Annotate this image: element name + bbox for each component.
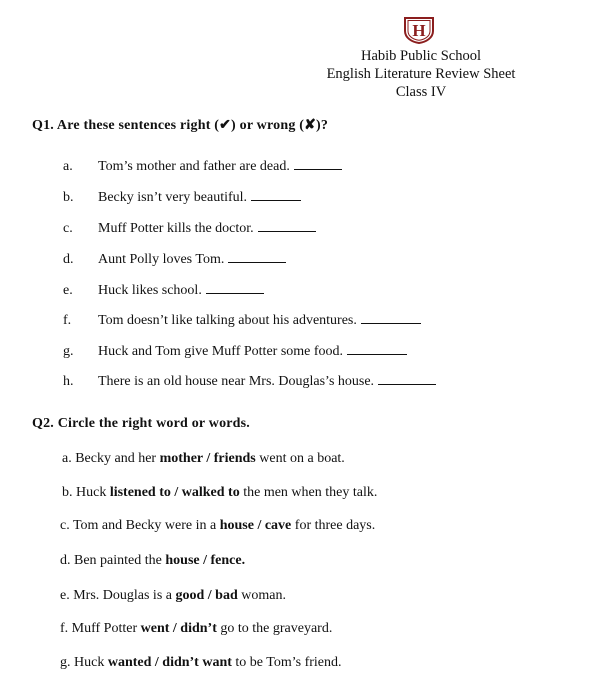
answer-blank[interactable] [206,283,264,294]
item-letter: d. [63,252,74,267]
school-name: Habib Public School [360,48,482,64]
answer-blank[interactable] [294,159,342,170]
item-letter: h. [63,374,74,389]
item-text-suffix: the men when they talk. [239,485,378,500]
item-text: Huck and Tom give Muff Potter some food. [98,344,344,359]
item-text: There is an old house near Mrs. Douglas’s house. [98,374,375,389]
item-text-suffix: went on a boat. [255,451,345,466]
item-text-suffix: to be Tom’s friend. [231,655,342,670]
item-text-suffix: go to the graveyard. [216,621,333,636]
item-text-prefix: c. Tom and Becky were in a [60,518,220,533]
logo-letter: H [412,21,426,40]
q1-item [0,159,612,179]
item-letter: f. [63,313,72,328]
item-text-prefix: f. Muff Potter [60,621,141,636]
answer-blank[interactable] [347,344,407,355]
q2-title: Q2. Circle the right word or words. [32,416,251,431]
item-letter: c. [63,221,73,236]
q2-item [62,485,377,501]
item-text: Muff Potter kills the doctor. [98,221,254,236]
item-text: Becky isn’t very beautiful. [98,190,248,205]
word-choice[interactable]: went / didn’t [140,621,217,636]
q1-item [0,252,612,272]
item-text-prefix: e. Mrs. Douglas is a [60,588,176,603]
q1-item [0,190,612,210]
sheet-title: English Literature Review Sheet [326,66,516,82]
q1-item [0,374,612,394]
item-letter: e. [63,283,73,298]
item-letter: a. [63,159,73,174]
class-label: Class IV [395,84,447,100]
answer-blank[interactable] [378,374,436,385]
q1-item [0,344,612,364]
word-choice[interactable]: mother / friends [159,451,256,466]
item-text-suffix: woman. [237,588,286,603]
item-text: Tom’s mother and father are dead. [98,159,290,174]
answer-blank[interactable] [251,190,301,201]
school-crest-logo [402,14,436,44]
answer-blank[interactable] [258,221,316,232]
answer-blank[interactable] [228,252,286,263]
answer-blank[interactable] [361,313,421,324]
item-text: Huck likes school. [98,283,202,298]
item-text-suffix: for three days. [291,518,376,533]
q2-item [62,451,345,467]
word-choice[interactable]: house / fence. [165,553,246,568]
q1-item [0,313,612,333]
item-text-prefix: g. Huck [60,655,108,670]
q1-item [0,283,612,303]
q2-item [60,553,245,569]
q2-item [60,621,332,637]
item-text: Tom doesn’t like talking about his adventures. [98,313,357,328]
item-text-prefix: b. Huck [62,485,110,500]
q2-item [60,518,375,534]
q2-item [60,655,342,671]
item-letter: g. [63,344,74,359]
word-choice[interactable]: listened to / walked to [109,485,240,500]
item-text-prefix: d. Ben painted the [60,553,166,568]
q1-title: Q1. Are these sentences right (✔) or wrong (✘)? [32,118,329,133]
q2-item [60,588,286,604]
q1-item [0,221,612,241]
item-text: Aunt Polly loves Tom. [98,252,225,267]
word-choice[interactable]: wanted / didn’t want [107,655,232,670]
item-text-prefix: a. Becky and her [62,451,160,466]
item-letter: b. [63,190,74,205]
word-choice[interactable]: house / cave [219,518,292,533]
word-choice[interactable]: good / bad [175,588,238,603]
